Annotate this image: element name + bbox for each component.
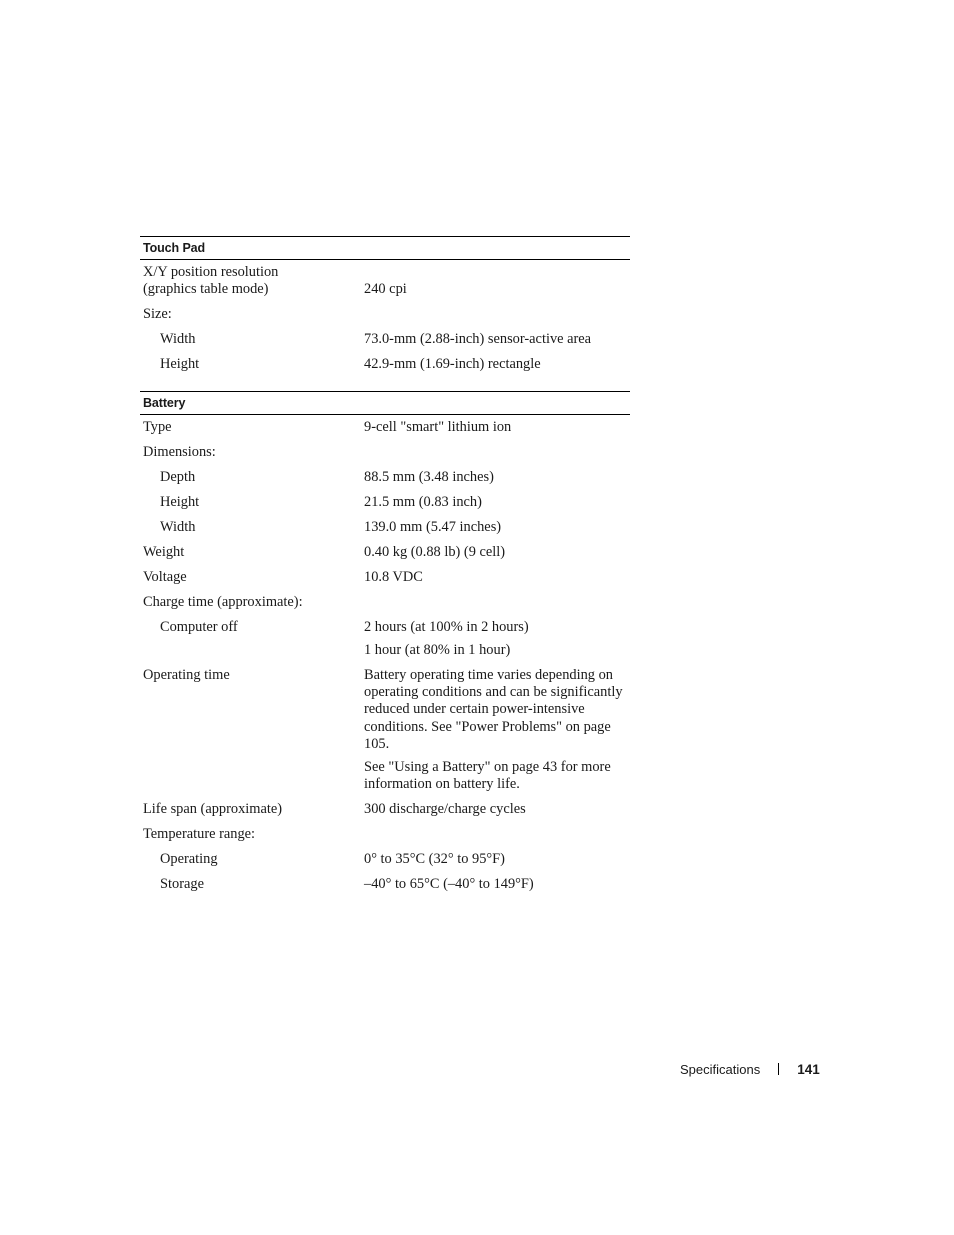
battery-spec-table — [140, 391, 630, 901]
spec-label: Storage — [160, 876, 204, 893]
spec-row — [140, 264, 630, 299]
spec-row — [140, 544, 630, 561]
spec-label: Height — [160, 356, 200, 373]
spec-value — [364, 356, 630, 373]
spec-label: Charge time (approximate): — [143, 593, 303, 610]
spec-label: Voltage — [143, 568, 187, 585]
spec-label: X/Y position resolution (graphics table mode) — [143, 264, 279, 298]
spec-row — [140, 444, 630, 461]
footer-section-name: Specifications — [680, 1062, 761, 1077]
spec-value — [364, 494, 630, 511]
spec-value-paragraph: 300 discharge/charge cycles — [364, 801, 526, 818]
spec-label: Computer off — [160, 618, 238, 635]
touchpad-rows — [140, 260, 630, 374]
spec-row — [140, 331, 630, 348]
spec-value — [364, 444, 630, 461]
spec-row — [140, 667, 630, 794]
spec-value-paragraph: 73.0-mm (2.88-inch) sensor-active area — [364, 331, 592, 348]
spec-label: Life span (approximate) — [143, 801, 283, 818]
spec-label: Weight — [143, 543, 185, 560]
spec-label: Depth — [160, 468, 196, 485]
spec-label: Size: — [143, 306, 172, 323]
spec-value-paragraph: 9-cell "smart" lithium ion — [364, 419, 512, 435]
spec-label: Operating time — [143, 666, 230, 683]
spec-row — [140, 419, 630, 436]
spec-value — [364, 851, 630, 868]
spec-row — [140, 494, 630, 511]
spec-value-paragraph: 0.40 kg (0.88 lb) (9 cell) — [364, 543, 506, 560]
spec-value-paragraph: Battery operating time varies depending on operating conditions and can be significantly reduced under certain power-intensive conditions. See "Power Problems" on page 105. — [364, 666, 623, 753]
spec-label: Width — [160, 331, 196, 348]
touchpad-section-header: Touch Pad — [140, 236, 630, 260]
spec-row — [140, 519, 630, 536]
footer-divider — [778, 1063, 779, 1075]
spec-value-paragraph: 42.9-mm (1.69-inch) rectangle — [364, 356, 541, 373]
spec-value — [364, 544, 630, 561]
spec-row — [140, 851, 630, 868]
spec-row — [140, 569, 630, 586]
spec-value — [364, 826, 630, 843]
spec-value — [364, 519, 630, 536]
spec-row — [140, 801, 630, 818]
spec-label: Dimensions: — [143, 443, 216, 460]
spec-value-paragraph: 21.5 mm (0.83 inch) — [364, 493, 482, 510]
spec-value — [364, 331, 630, 348]
spec-value-paragraph: 2 hours (at 100% in 2 hours) — [364, 618, 529, 635]
spec-value — [364, 569, 630, 586]
spec-value-paragraph: 10.8 VDC — [364, 568, 423, 585]
spec-value — [364, 469, 630, 486]
spec-value — [364, 876, 630, 893]
spec-value-paragraph: 88.5 mm (3.48 inches) — [364, 468, 494, 485]
spec-value — [364, 801, 630, 818]
spec-label: Operating — [160, 851, 218, 868]
spec-row — [140, 826, 630, 843]
page-number: 141 — [797, 1062, 820, 1077]
spec-value — [364, 619, 630, 659]
page-footer — [680, 1061, 820, 1079]
spec-value-paragraph: –40° to 65°C (–40° to 149°F) — [364, 876, 534, 893]
spec-value — [364, 594, 630, 611]
spec-value-paragraph: 240 cpi — [364, 281, 407, 298]
spec-value — [364, 667, 630, 794]
spec-value-paragraph: 0° to 35°C (32° to 95°F) — [364, 851, 505, 868]
spec-label: Temperature range: — [143, 826, 256, 843]
battery-section-header: Battery — [140, 391, 630, 415]
spec-row — [140, 594, 630, 611]
spec-value-paragraph: See "Using a Battery" on page 43 for more information on battery life. — [364, 759, 611, 793]
spec-row — [140, 356, 630, 373]
spec-row — [140, 619, 630, 659]
spec-label: Height — [160, 493, 200, 510]
spec-label: Width — [160, 518, 196, 535]
spec-label: Type — [143, 419, 172, 435]
spec-row — [140, 306, 630, 323]
spec-value — [364, 281, 630, 298]
spec-value-paragraph: 1 hour (at 80% in 1 hour) — [364, 641, 511, 658]
spec-value — [364, 306, 630, 323]
touchpad-spec-table — [140, 236, 630, 381]
battery-rows — [140, 415, 630, 894]
spec-value — [364, 419, 630, 436]
spec-row — [140, 876, 630, 893]
spec-row — [140, 469, 630, 486]
spec-value-paragraph: 139.0 mm (5.47 inches) — [364, 518, 502, 535]
